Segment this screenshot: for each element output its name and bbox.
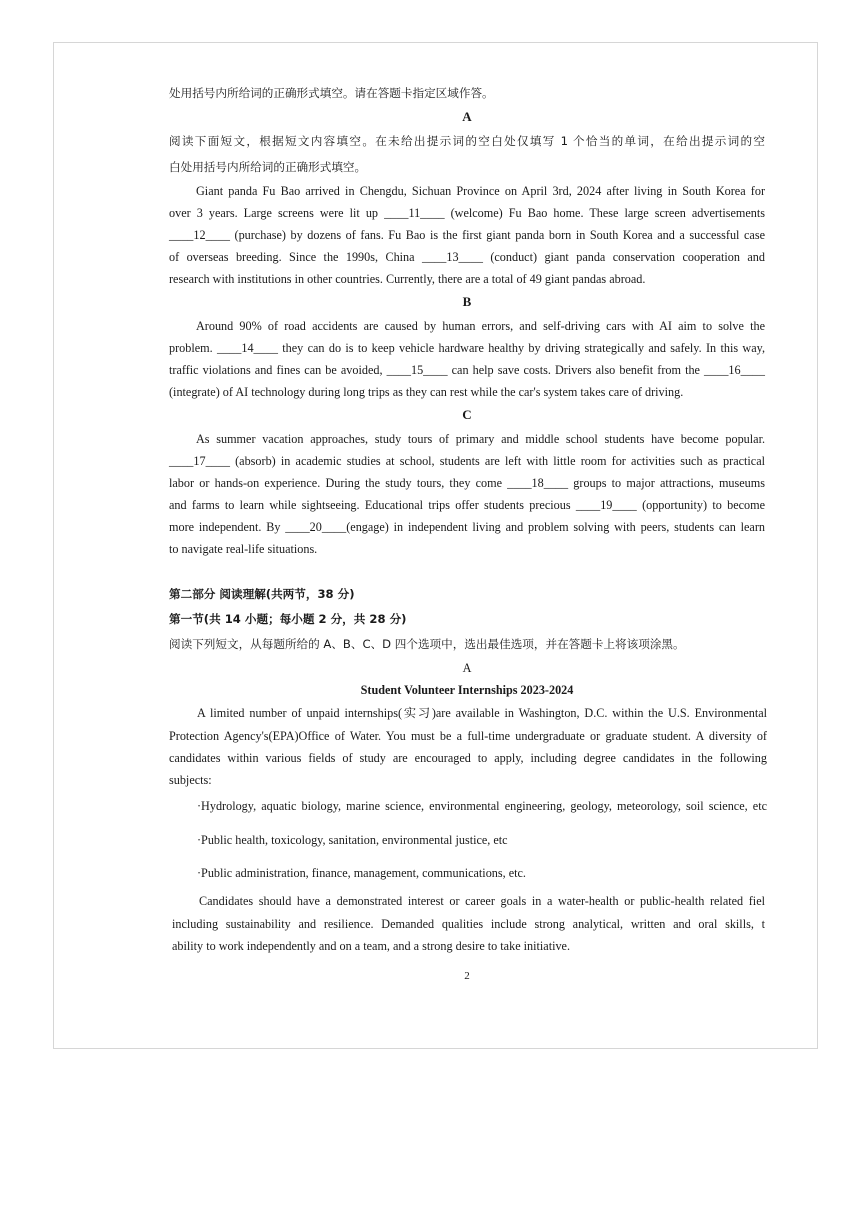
passage-c-line-2: ____17____ (absorb) in academic studies at school, students are left with little room for activities such as practical	[169, 454, 765, 468]
section1-b-heading: B	[462, 294, 472, 309]
para1-line-2: Protection Agency's(EPA)Office of Water. You must be a full-time undergraduate or graduate student. A diversity of	[169, 729, 767, 743]
bullet-item-2: ·Public health, toxicology, sanitation, environmental justice, etc	[197, 833, 508, 847]
passage-a-line-2: over 3 years. Large screens were lit up ____11____ (welcome) Fu Bao home. These large screen advertisements	[169, 206, 765, 220]
passage-b-line-1: Around 90% of road accidents are caused by human errors, and self-driving cars with AI aim to solve the	[196, 319, 765, 333]
passage-letter: A	[462, 661, 472, 675]
section1-intro-line: 处用括号内所给词的正确形式填空。请在答题卡指定区域作答。	[169, 86, 494, 100]
passage-a-line-5: research with institutions in other countries. Currently, there are a total of 49 giant pandas abroad.	[169, 272, 646, 286]
section1-c-heading: C	[462, 407, 472, 422]
passage-c-line-1: As summer vacation approaches, study tours of primary and middle school students have become popular.	[196, 432, 765, 446]
passage-a-line-3: ____12____ (purchase) by dozens of fans. Fu Bao is the first giant panda born in South Korea and a successful case	[169, 228, 765, 242]
passage-b-line-2: problem. ____14____ they can do is to keep vehicle hardware healthy by driving strategically and safely. In this way,	[169, 341, 765, 355]
passage-c-line-6: to navigate real-life situations.	[169, 542, 318, 556]
passage-b-line-3: traffic violations and fines can be avoided, ____15____ can help save costs. Drivers also benefit from the ____16____	[169, 363, 765, 377]
section1-a-heading: A	[462, 109, 472, 124]
para1-line-1: A limited number of unpaid internships(实习)are available in Washington, D.C. within the U.S. Environmental	[197, 706, 767, 720]
para1-line-3: candidates within various fields of study are encouraged to apply, including degree candidates in the following	[169, 751, 767, 765]
para1-line-4: subjects:	[169, 773, 212, 787]
section1-a-instruction-2: 白处用括号内所给词的正确形式填空。	[169, 160, 367, 174]
reading-instruction: 阅读下列短文，从每题所给的 A、B、C、D 四个选项中，选出最佳选项，并在答题卡上将该项涂黑。	[169, 637, 685, 651]
passage-c-line-5: more independent. By ____20____(engage) in independent living and problem solving with peers, students can learn	[169, 520, 765, 534]
passage-a-line-4: of overseas breeding. Since the 1990s, China ____13____ (conduct) giant panda conservation cooperation and	[169, 250, 765, 264]
section1-a-instruction-1: 阅读下面短文，根据短文内容填空。在未给出提示词的空白处仅填写 1 个恰当的单词，在给出提示词的空	[169, 134, 765, 148]
para2-line-2: including sustainability and resilience. Demanded qualities include strong analytical, written and oral skills, t	[172, 917, 765, 931]
passage-c-line-3: labor or hands-on experience. During the study tours, they come ____18____ groups to major attractions, museums	[169, 476, 765, 490]
passage-c-line-4: and farms to learn while sightseeing. Educational trips offer students precious ____19____ (opportunity) to become	[169, 498, 765, 512]
page-number: 2	[464, 970, 470, 982]
passage-title: Student Volunteer Internships 2023-2024	[360, 683, 574, 697]
bullet-item-3: ·Public administration, finance, management, communications, etc.	[197, 866, 526, 880]
part-two-title: 第二部分 阅读理解(共两节，38 分)	[169, 587, 355, 601]
para2-line-3: ability to work independently and on a team, and a strong desire to take initiative.	[172, 939, 571, 953]
passage-b-line-4: (integrate) of AI technology during long trips as they can rest while the car's system takes care of driving.	[169, 385, 684, 399]
bullet-item-1: ·Hydrology, aquatic biology, marine science, environmental engineering, geology, meteorology, soil science, etc	[197, 799, 767, 813]
para2-line-1: Candidates should have a demonstrated interest or career goals in a water-health or public-health related fiel	[199, 894, 765, 908]
passage-a-line-1: Giant panda Fu Bao arrived in Chengdu, Sichuan Province on April 3rd, 2024 after living in South Korea for	[196, 184, 765, 198]
subsection-title: 第一节(共 14 小题；每小题 2 分，共 28 分)	[169, 612, 407, 626]
